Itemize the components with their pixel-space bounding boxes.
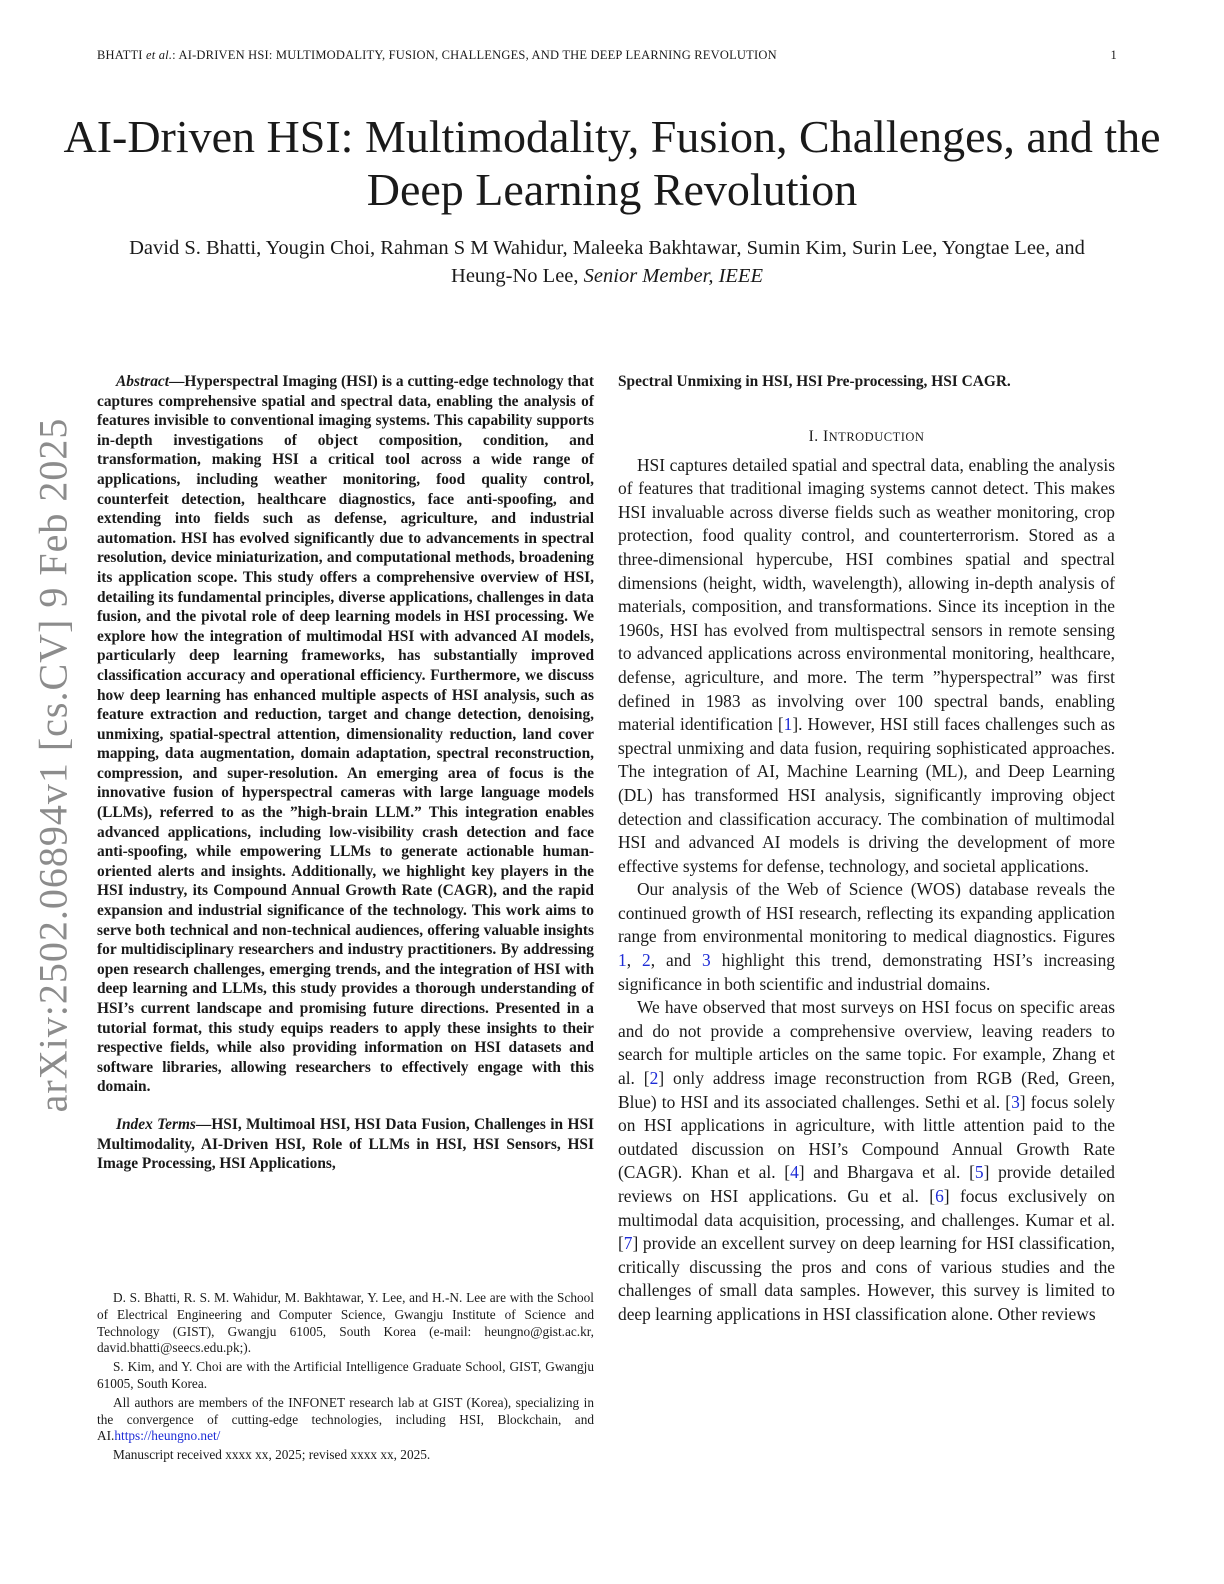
index-terms-lead: Index Terms bbox=[116, 1115, 196, 1133]
intro-paragraph-3: We have observed that most surveys on HSI focus on specific areas and do not provide a comprehensive overview, leaving readers to search for multiple articles on the same topic. For example, Zhang et al. [2] only address image reconstruction from RGB (Red, Green, Blue) to HSI and its associated challenges. Sethi et al. [3] focus solely on HSI applications in agriculture, with little attention paid to the outdated discussion on HSI’s Compound Annual Growth Rate (CAGR). Khan et al. [4] and Bhargava et al. [5] provide detailed reviews on HSI applications. Gu et al. [6] focus exclusively on multimodal data acquisition, processing, and challenges. Kumar et al. [7] provide an excellent survey on deep learning for HSI classification, critically discussing the pros and cons of various studies and the challenges of small data samples. However, this survey is limited to deep learning applications in HSI classification alone. Other reviews bbox=[618, 997, 1116, 1324]
index-terms-text: —HSI, Multimoal HSI, HSI Data Fusion, Challenges in HSI Multimodality, AI-Driven HSI, Role of LLMs in HSI, HSI Sensors, HSI Image Processing, HSI Applications, bbox=[97, 1115, 594, 1173]
running-header bbox=[97, 48, 1117, 68]
left-column bbox=[97, 372, 594, 1174]
abstract bbox=[97, 372, 594, 1097]
citation-link[interactable]: 5 bbox=[974, 1162, 984, 1183]
footnote-affiliation-1: D. S. Bhatti, R. S. M. Wahidur, M. Bakhtawar, Y. Lee, and H.-N. Lee are with the School of Electrical Engineering and Computer Science, Gwangju Institute of Science and Technology (GIST), Gwangju 61005, South Korea (e-mail: heungno@gist.ac.kr, david.bhatti@seecs.edu.pk;). bbox=[97, 1290, 594, 1356]
page-number: 1 bbox=[1110, 48, 1117, 62]
citation-link[interactable]: 2 bbox=[649, 1068, 659, 1089]
footnote-affiliation-3: All authors are members of the INFONET research lab at GIST (Korea), specializing in the convergence of cutting-edge technologies, including HSI, Blockchain, and AI.https://heungno.net/ bbox=[97, 1394, 594, 1444]
paper-title: AI-Driven HSI: Multimodality, Fusion, Challenges, and the Deep Learning Revolution bbox=[63, 111, 1161, 215]
citation-link[interactable]: 6 bbox=[935, 1186, 944, 1206]
arxiv-stamp: arXiv:2502.06894v1 [cs.CV] 9 Feb 2025 bbox=[30, 417, 76, 1113]
lab-url-link[interactable]: https://heungno.net/ bbox=[114, 1428, 221, 1444]
figure-link[interactable]: 1 bbox=[618, 950, 627, 971]
figure-link[interactable]: 2 bbox=[642, 950, 651, 971]
author-names: David S. Bhatti, Yougin Choi, Rahman S M Wahidur, Maleeka Bakhtawar, Sumin Kim, Surin Lee, Yongtae Lee, and Heung-No Lee, bbox=[129, 237, 1085, 287]
section-heading-introduction: I. INTRODUCTION bbox=[808, 427, 925, 445]
footnote-affiliation-2: S. Kim, and Y. Choi are with the Artificial Intelligence Graduate School, GIST, Gwangju 61005, South Korea. bbox=[97, 1359, 594, 1391]
figure-link[interactable]: 3 bbox=[702, 950, 711, 971]
footnote-manuscript: Manuscript received xxxx xx, 2025; revised xxxx xx, 2025. bbox=[113, 1447, 431, 1463]
intro-paragraph-2: Our analysis of the Web of Science (WOS) database reveals the continued growth of HSI research, reflecting its expanding application range from environmental monitoring to medical diagnostics. Figures 1, 2, and 3 highlight this trend, demonstrating HSI’s increasing significance in both scientific and industrial domains. bbox=[618, 879, 1115, 994]
citation-link[interactable]: 7 bbox=[623, 1233, 633, 1254]
index-terms bbox=[97, 1115, 594, 1174]
author-list bbox=[97, 234, 1117, 290]
citation-link[interactable]: 4 bbox=[790, 1162, 799, 1183]
abstract-lead: Abstract bbox=[116, 373, 170, 390]
index-terms-continuation: Spectral Unmixing in HSI, HSI Pre-processing, HSI CAGR. bbox=[618, 373, 1011, 390]
intro-paragraph-1: HSI captures detailed spatial and spectral data, enabling the analysis of features that traditional imaging systems cannot detect. This makes HSI invaluable across diverse fields such as weather monitoring, crop protection, food quality control, and counterterrorism. Stored as a three-dimensional hypercube, HSI combines spatial and spectral dimensions (height, width, wavelength), allowing in-depth analysis of materials, composition, and transformations. Since its inception in the 1960s, HSI has evolved from multispectral sensors in remote sensing to advanced applications across environmental monitoring, healthcare, defense, agriculture, and more. The term ”hyperspectral” was first defined in 1983 as involving over 100 spectral bands, enabling material identification [1]. However, HSI still faces challenges such as spectral unmixing and data fusion, requiring sophisticated approaches. The integration of AI, Machine Learning (ML), and Deep Learning (DL) has transformed HSI analysis, significantly improving object detection and classification accuracy. The combination of multimodal HSI and advanced AI models is driving the development of more effective systems for defense, technology, and societal applications. bbox=[618, 454, 1115, 876]
footnotes bbox=[97, 1290, 594, 1466]
abstract-text: —Hyperspectral Imaging (HSI) is a cutting-edge technology that captures comprehensive spatial and spectral data, enabling the analysis of features invisible to conventional imaging systems. This capability supports in-depth investigations of object composition, condition, and transformation, making HSI a critical tool across a wide range of applications, including weather monitoring, food quality control, counterfeit detection, healthcare diagnostics, face anti-spoofing, and extending into fields such as defense, agriculture, and industrial automation. HSI has evolved significantly due to advancements in spectral resolution, device miniaturization, and computational methods, broadening its application scope. This study offers a comprehensive overview of HSI, detailing its fundamental principles, diverse applications, challenges in data fusion, and the pivotal role of deep learning models in HSI processing. We explore how the integration of multimodal HSI with advanced AI models, particularly deep learning frameworks, has substantially improved classification accuracy and operational efficiency. Furthermore, we discuss how deep learning has enhanced multiple aspects of HSI analysis, such as feature extraction and reduction, target and change detection, denoising, unmixing, spatial-spectral attention, dimensionality reduction, land cover mapping, data augmentation, domain adaptation, spectral reconstruction, compression, and super-resolution. An emerging area of focus is the innovative fusion of hyperspectral cameras with large language models (LLMs), referred to as the ”high-brain LLM.” This integration enables advanced applications, including low-visibility crash detection and face anti-spoofing, while empowering LLMs to generate actionable human-oriented alerts and insights. Additionally, we highlight key players in the HSI industry, its Compound Annual Growth Rate (CAGR), and the rapid expansion and industrial significance of the technology. This work aims to serve both technical and non-technical audiences, offering valuable insights for multidisciplinary researchers and industry practitioners. By addressing open research challenges, emerging trends, and the integration of HSI with deep learning and LLMs, this study provides a thorough understanding of HSI’s current landscape and promising future directions. Presented in a tutorial format, this study equips readers to apply these insights to their respective fields, while also providing information on HSI datasets and software libraries, allowing researchers to effectively engage with this domain. bbox=[97, 373, 594, 1096]
citation-link[interactable]: 3 bbox=[1011, 1091, 1020, 1112]
running-title: BHATTI et al.: AI-DRIVEN HSI: MULTIMODALITY, FUSION, CHALLENGES, AND THE DEEP LEARNING REVOLUTION bbox=[97, 48, 777, 62]
right-column bbox=[618, 372, 1115, 1327]
citation-link[interactable]: 1 bbox=[783, 714, 793, 735]
author-membership: Senior Member, IEEE bbox=[583, 265, 763, 287]
